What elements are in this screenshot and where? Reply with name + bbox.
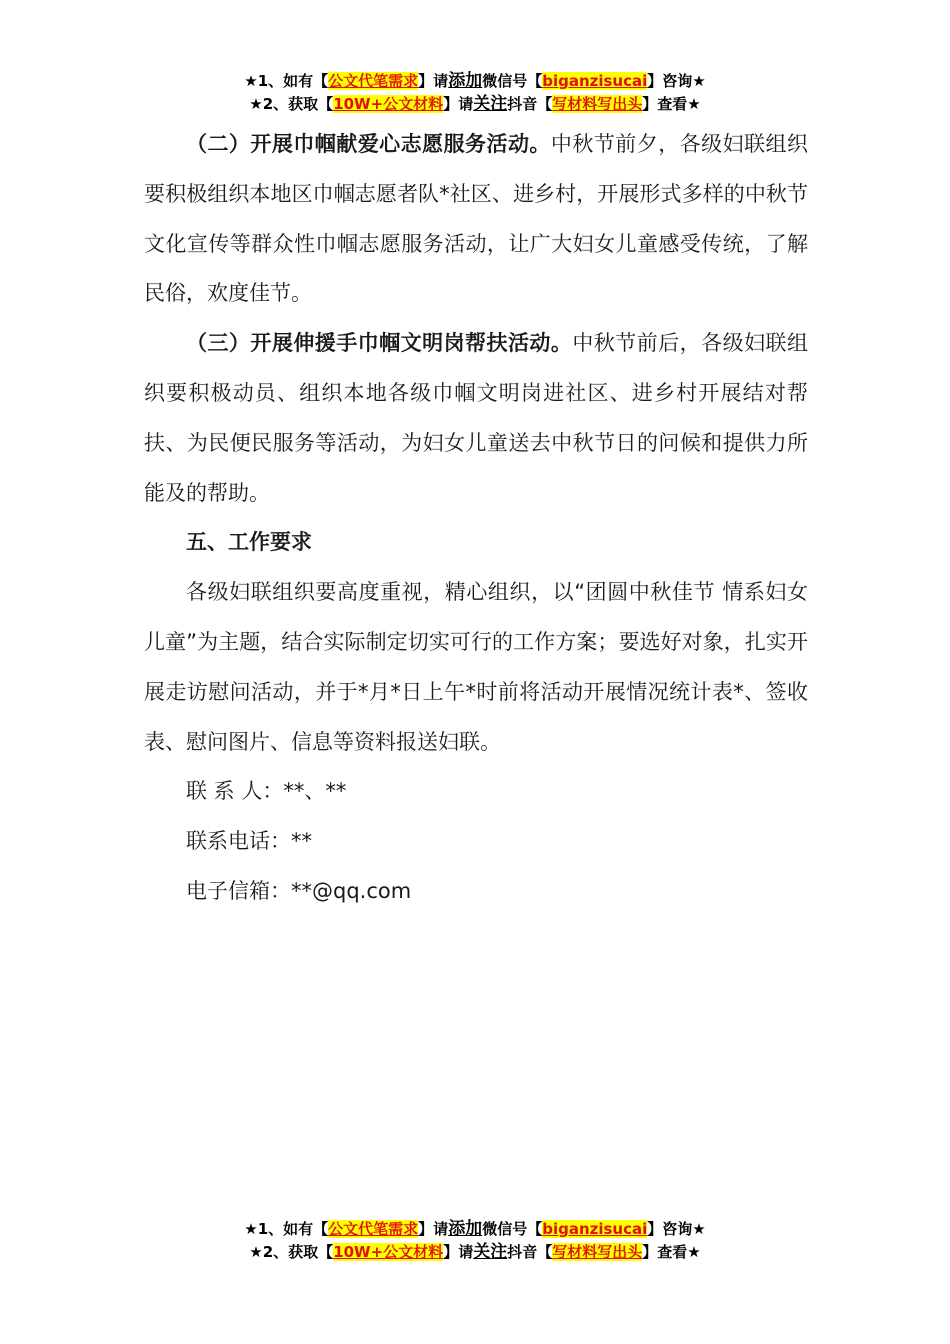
bottom-promo-banner [0,1218,950,1264]
promo-text: 微信号【 [482,1220,543,1238]
promo-text: 】请 [418,72,449,90]
promo-wechat-id: biganzisucai [542,1220,648,1238]
paragraph-lead-title: （三）开展伸援手巾帼文明岗帮扶活动。 [186,331,573,356]
promo-text: 】请 [443,95,474,113]
promo-highlight: 公文代笔需求 [328,72,419,90]
promo-text: 微信号【 [482,72,543,90]
promo-text: ★2、获取【 [249,95,334,113]
paragraph-work-requirements: 各级妇联组织要高度重视，精心组织，以“团圆中秋佳节 情系妇女儿童”为主题，结合实际制定切实可行的工作方案；要选好对象，扎实开展走访慰问活动，并于*月*日上午*时前将活动开展情况统计表*、签收表、慰问图片、信息等资料报送妇联。 [144,580,808,754]
promo-line-2 [0,1241,950,1264]
promo-highlight: 10W+公文材料 [333,95,444,113]
promo-line-2 [0,93,950,116]
promo-douyin-id: 写材料写出头 [552,1243,643,1261]
promo-text: ★1、如有【 [244,1220,329,1238]
promo-douyin-id: 写材料写出头 [552,95,643,113]
paragraph-civilized-post-assistance [144,319,808,518]
promo-highlight: 10W+公文材料 [333,1243,444,1261]
promo-wechat-id: biganzisucai [542,72,648,90]
promo-text: 】查看★ [642,95,701,113]
promo-text: ★1、如有【 [244,72,329,90]
promo-text: 】咨询★ [647,72,706,90]
promo-highlight: 公文代笔需求 [328,1220,419,1238]
promo-text: 】请 [443,1243,474,1261]
promo-emphasis: 添加 [448,71,483,91]
promo-line-1 [0,70,950,93]
promo-text: 抖音【 [507,1243,553,1261]
contact-person: 联 系 人：**、** [186,779,347,804]
promo-text: 】咨询★ [647,1220,706,1238]
paragraph-text: 中秋节前后，各级妇联组织要积极动员、组织本地各级巾帼文明岗进社区、进乡村开展结对帮扶、为民便民服务等活动，为妇女儿童送去中秋节日的问候和提供力所能及的帮助。 [144,331,809,505]
document-body [144,120,808,917]
paragraph-lead-title: （二）开展巾帼献爱心志愿服务活动。 [186,132,551,156]
paragraph-volunteer-service [144,120,808,319]
contact-email: 电子信箱：**@qq.com [186,878,412,903]
promo-line-1 [0,1218,950,1241]
section-heading: 五、工作要求 [186,530,312,555]
promo-emphasis: 关注 [473,1242,508,1262]
promo-text: 】请 [418,1220,449,1238]
promo-text: 抖音【 [507,95,553,113]
promo-text: 】查看★ [642,1243,701,1261]
paragraph-text: 中秋节前夕，各级妇联组织要积极组织本地区巾帼志愿者队*社区、进乡村，开展形式多样的中秋节文化宣传等群众性巾帼志愿服务活动，让广大妇女儿童感受传统，了解民俗，欢度佳节。 [144,132,809,306]
promo-emphasis: 添加 [448,1219,483,1239]
contact-phone: 联系电话：** [186,829,312,854]
promo-emphasis: 关注 [473,94,508,114]
promo-text: ★2、获取【 [249,1243,334,1261]
top-promo-banner [0,70,950,116]
